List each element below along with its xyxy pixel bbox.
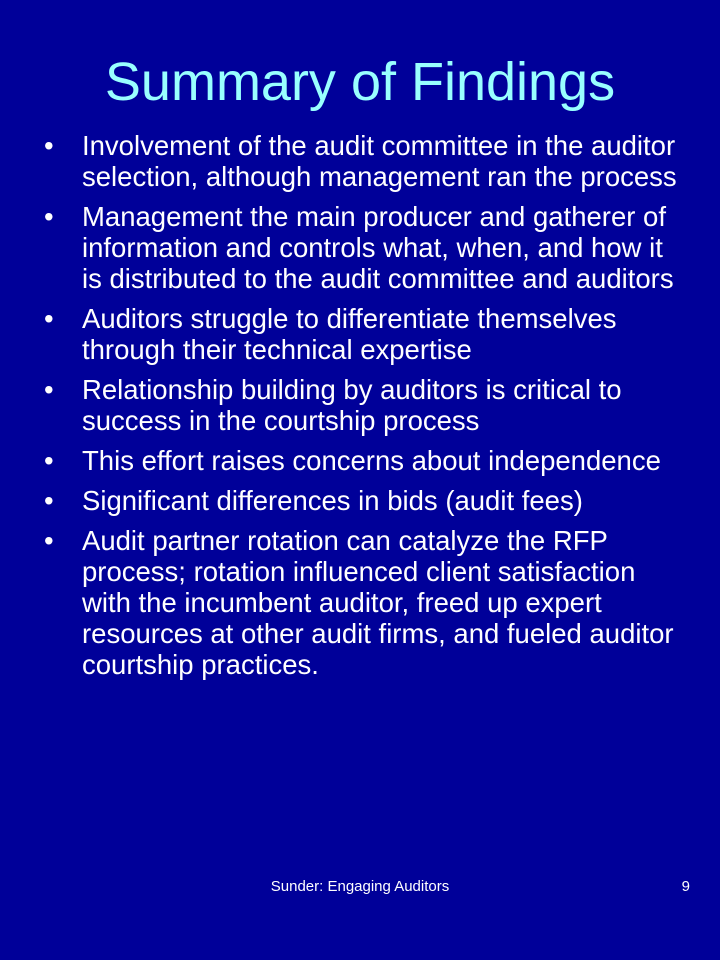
bullet-text: Relationship building by auditors is critical to success in the courtship process: [82, 374, 622, 436]
page-number: 9: [681, 878, 690, 895]
bullet-text: This effort raises concerns about independence: [82, 445, 661, 476]
bullet-text: Management the main producer and gatherer of information and controls what, when, and how it is distributed to the audit committee and auditors: [82, 201, 674, 294]
bullet-icon: •: [44, 525, 54, 556]
list-item: [40, 201, 690, 294]
bullet-icon: •: [44, 485, 54, 516]
findings-list: [40, 130, 690, 689]
bullet-icon: •: [44, 130, 54, 161]
list-item: [40, 374, 690, 436]
list-item: [40, 130, 690, 192]
list-item: [40, 303, 690, 365]
bullet-text: Significant differences in bids (audit fees): [82, 485, 583, 516]
list-item: [40, 525, 690, 680]
bullet-icon: •: [44, 303, 54, 334]
slide-title: Summary of Findings: [104, 52, 616, 112]
list-item: [40, 485, 690, 516]
bullet-text: Audit partner rotation can catalyze the RFP process; rotation influenced client satisfaction with the incumbent auditor, freed up expert resources at other audit firms, and fueled auditor courtship practices.: [82, 525, 674, 680]
footer-text: Sunder: Engaging Auditors: [270, 878, 450, 895]
bullet-icon: •: [44, 374, 54, 405]
bullet-text: Involvement of the audit committee in the auditor selection, although management ran the process: [82, 130, 677, 192]
list-item: [40, 445, 690, 476]
bullet-icon: •: [44, 445, 54, 476]
bullet-icon: •: [44, 201, 54, 232]
bullet-text: Auditors struggle to differentiate themselves through their technical expertise: [82, 303, 617, 365]
